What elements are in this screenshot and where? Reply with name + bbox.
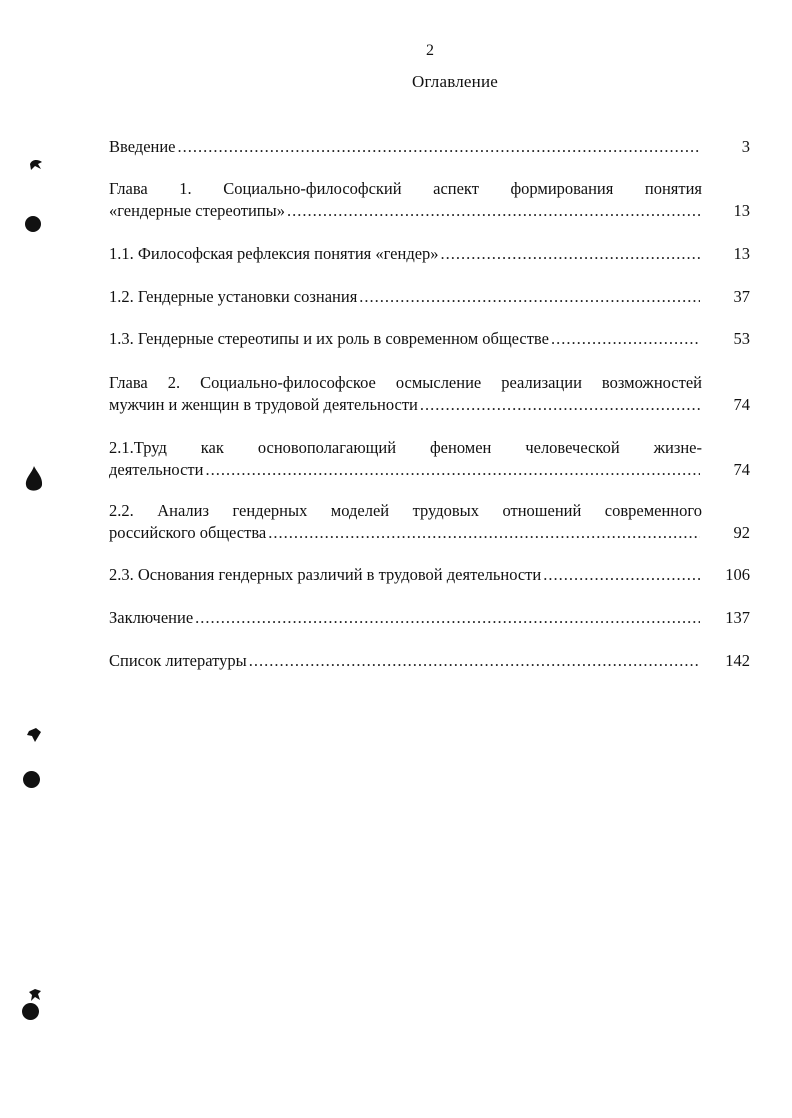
toc-entry-bibliography (109, 650, 750, 672)
toc-entry-label-line-2: мужчин и женщин в трудовой деятельности (109, 394, 418, 414)
toc-entry-label-line-1: 2.2. Анализ гендерных моделей трудовых отношений современного (109, 501, 702, 520)
toc-entry-label-line-1: Глава 1. Социально-философский аспект формирования понятия (109, 179, 702, 198)
toc-entry-page: 74 (733, 459, 750, 479)
toc-entry-chapter-2 (109, 372, 750, 415)
toc-entry-page: 92 (733, 522, 750, 542)
toc-entry-label: Список литературы (109, 651, 247, 670)
scan-hole-2 (23, 771, 40, 788)
toc-entry-label: 1.1. Философская рефлексия понятия «гендер» (109, 244, 439, 263)
toc-entry-label-line-2: «гендерные стереотипы» (109, 200, 285, 220)
toc-entry-label-line-2: деятельности (109, 459, 204, 479)
scan-mark-4 (27, 987, 43, 1003)
dot-leader (268, 522, 700, 544)
scan-mark-1 (28, 158, 44, 172)
toc-entry-page: 3 (741, 137, 750, 156)
toc-entry-section-2-2 (109, 500, 750, 543)
toc-entry-label: Введение (109, 137, 176, 156)
toc-entry-label-line-1: Глава 2. Социально-философское осмысление реализации возможностей (109, 373, 702, 392)
toc-entry-page: 74 (733, 394, 750, 414)
dot-leader (249, 650, 700, 672)
toc-entry-label-line-1: 2.1.Труд как основополагающий феномен человеческой жизне- (109, 438, 702, 457)
page-number: 2 (426, 42, 434, 59)
toc-entry-section-1-2 (109, 286, 750, 308)
toc-entry-page: 37 (733, 287, 750, 306)
toc-entry-page: 53 (733, 329, 750, 348)
dot-leader (195, 607, 700, 629)
toc-entry-label: 1.3. Гендерные стереотипы и их роль в современном обществе (109, 329, 549, 348)
toc-entry-conclusion (109, 607, 750, 629)
dot-leader (543, 564, 700, 586)
toc-entry-page: 106 (725, 565, 750, 584)
toc-entry-section-2-1 (109, 437, 750, 480)
toc-entry-label: 1.2. Гендерные установки сознания (109, 287, 358, 306)
toc-entry-page: 13 (733, 244, 750, 263)
dot-leader (287, 200, 700, 222)
toc-entry-section-1-1 (109, 243, 750, 265)
toc-entry-page: 13 (733, 200, 750, 220)
toc-entry-page: 137 (725, 608, 750, 627)
toc-entry-section-2-3 (109, 564, 750, 586)
scan-mark-2 (24, 465, 44, 495)
dot-leader (420, 394, 700, 416)
toc-entry-label-line-2: российского общества (109, 522, 267, 542)
scan-hole-1 (25, 216, 41, 232)
dot-leader (359, 286, 700, 308)
toc-entry-label: Заключение (109, 608, 194, 627)
toc-entry-introduction (109, 136, 750, 158)
toc-entry-section-1-3 (109, 328, 750, 350)
dot-leader (551, 328, 700, 350)
toc-entry-page: 142 (725, 651, 750, 670)
scan-hole-3 (22, 1003, 39, 1020)
dot-leader (441, 243, 700, 265)
page-title: Оглавление (412, 72, 498, 91)
dot-leader (178, 136, 700, 158)
toc-entry-label: 2.3. Основания гендерных различий в трудовой деятельности (109, 565, 542, 584)
toc-entry-chapter-1 (109, 178, 750, 221)
dot-leader (205, 459, 700, 481)
scan-mark-3 (26, 727, 42, 743)
